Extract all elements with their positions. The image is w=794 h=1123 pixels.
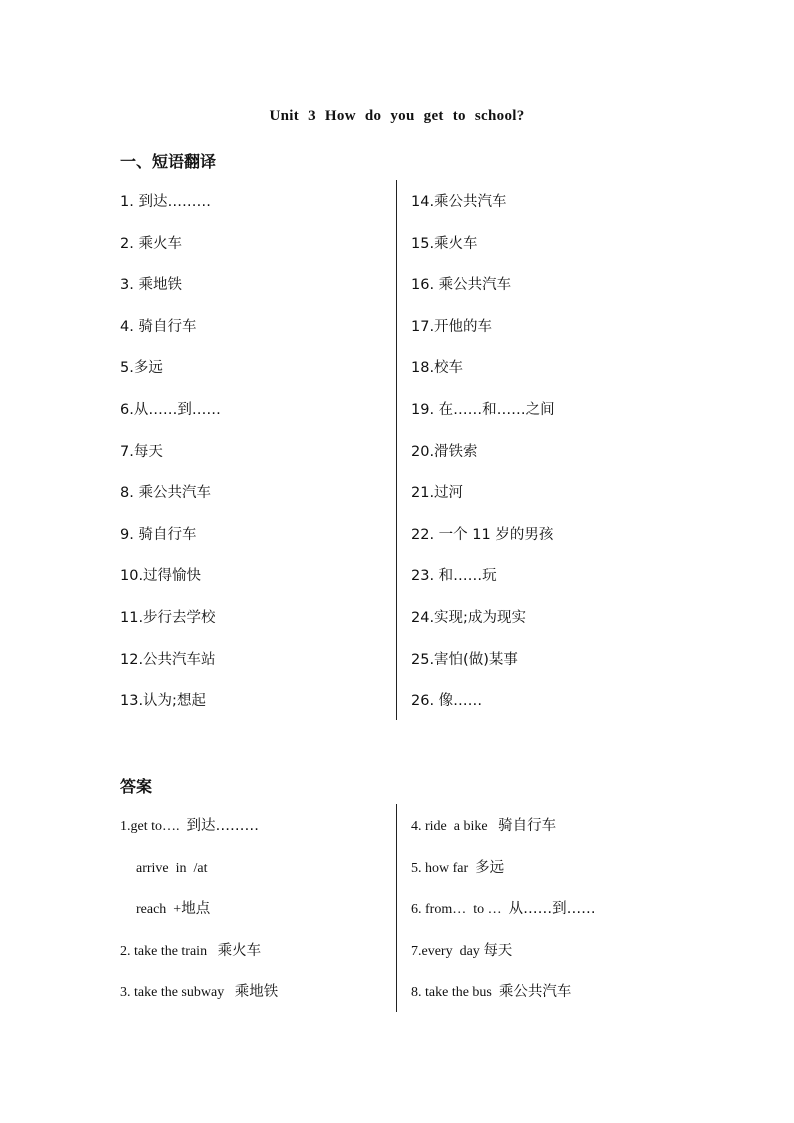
phrase-item: 4. 骑自行车	[120, 319, 197, 335]
answer-chinese: 从……到……	[508, 901, 596, 917]
phrase-item: 15.乘火车	[411, 236, 478, 252]
answer-english: arrive in /at	[136, 861, 208, 876]
answer-item	[411, 982, 571, 1002]
section-heading-phrase-translation: 一、短语翻译	[120, 152, 217, 171]
answer-item	[136, 858, 208, 878]
phrase-item: 22. 一个 11 岁的男孩	[411, 527, 554, 543]
answer-item	[120, 941, 261, 961]
phrase-item: 8. 乘公共汽车	[120, 485, 211, 501]
answer-english: 1.get to….	[120, 819, 187, 834]
answer-english: 5. how far	[411, 861, 476, 876]
answer-english: 3. take the subway	[120, 985, 235, 1000]
phrase-item: 10.过得愉快	[120, 568, 202, 584]
phrase-item: 26. 像……	[411, 693, 483, 709]
answer-chinese: 乘公共汽车	[498, 984, 572, 1000]
section-heading-answers: 答案	[120, 777, 153, 796]
phrase-item: 5.多远	[120, 360, 163, 376]
answer-item	[411, 858, 504, 878]
answers-column-divider	[396, 804, 397, 1012]
answer-english: 4. ride a bike	[411, 819, 499, 834]
answer-item	[411, 816, 556, 836]
answer-chinese: 骑自行车	[498, 818, 557, 834]
phrase-item: 14.乘公共汽车	[411, 194, 507, 210]
phrase-item: 19. 在……和……之间	[411, 402, 555, 418]
phrase-item: 24.实现;成为现实	[411, 610, 526, 626]
phrase-item: 9. 骑自行车	[120, 527, 197, 543]
phrase-item: 25.害怕(做)某事	[411, 652, 518, 668]
answer-english: 2. take the train	[120, 944, 218, 959]
answer-chinese: 多远	[475, 860, 505, 876]
answer-item	[120, 982, 278, 1002]
phrase-item: 17.开他的车	[411, 319, 493, 335]
phrase-item: 20.滑铁索	[411, 444, 478, 460]
answer-english: 8. take the bus	[411, 985, 499, 1000]
phrase-item: 12.公共汽车站	[120, 652, 216, 668]
answer-item	[120, 816, 259, 836]
phrase-item: 21.过河	[411, 485, 464, 501]
answer-chinese: 乘火车	[217, 943, 262, 959]
phrase-item: 3. 乘地铁	[120, 277, 182, 293]
phrase-item: 6.从……到……	[120, 402, 221, 418]
phrase-item: 1. 到达………	[120, 194, 211, 210]
answer-chinese: 每天	[483, 943, 513, 959]
phrase-item: 23. 和……玩	[411, 568, 497, 584]
answer-english: 6. from… to …	[411, 902, 509, 917]
answer-item	[411, 899, 596, 919]
answer-chinese: 到达………	[186, 818, 259, 834]
answer-english: 7.every day	[411, 944, 484, 959]
column-divider	[396, 180, 397, 720]
phrase-item: 11.步行去学校	[120, 610, 216, 626]
answer-item	[411, 941, 512, 961]
phrase-item: 18.校车	[411, 360, 464, 376]
phrase-item: 7.每天	[120, 444, 163, 460]
answer-chinese: 乘地铁	[234, 984, 279, 1000]
answer-chinese: 地点	[181, 901, 211, 917]
answer-item	[136, 899, 210, 919]
page-title: Unit 3 How do you get to school?	[269, 108, 525, 124]
phrase-item: 2. 乘火车	[120, 236, 182, 252]
phrase-item: 13.认为;想起	[120, 693, 206, 709]
phrase-item: 16. 乘公共汽车	[411, 277, 512, 293]
answer-english: reach +	[136, 902, 182, 917]
